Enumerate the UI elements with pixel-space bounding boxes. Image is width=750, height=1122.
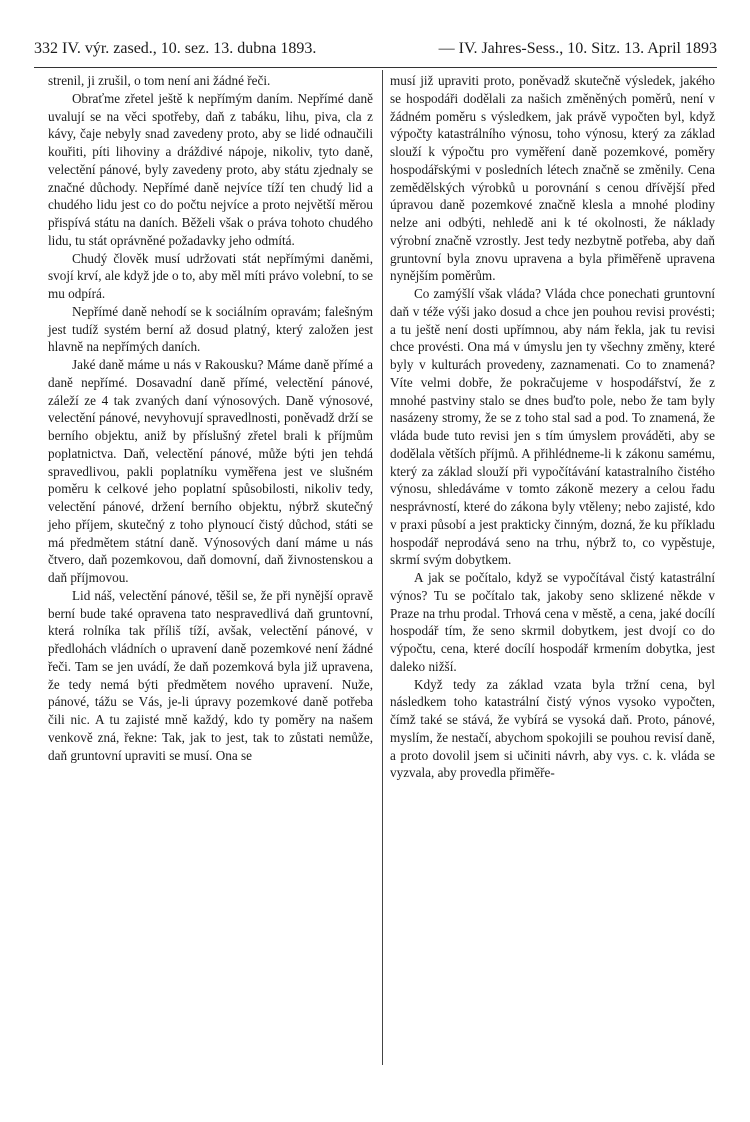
paragraph: Obraťme zřetel ještě k nepřímým daním. Nepřímé daně uvalují se na věci spotřeby, daň z tabáku, lihu, piva, cla z kávy, čaje nebyly snad zavedeny proto, aby se lidé odnaučili kouřiti, píti lihoviny a dráždivé nápoje, nikoliv, tyto daně, velectění pánové, byly zavedeny proto, aby státu zjednaly se značné důchody. Nepřímé daně nejvíce tíží ten chudý lid a chudého lidu jest co do počtu nejvíce a proto největší měrou přispívá státu na daních. Běželi však o práva tohoto chudého lidu, tu stát oprávněné požadavky jeho odmítá.: [48, 90, 373, 248]
paragraph: Chudý člověk musí udržovati stát nepřímými daněmi, svojí krví, ale když jde o to, aby měl míti právo volební, to se mu odpírá.: [48, 250, 373, 301]
paragraph: Když tedy za základ vzata byla tržní cena, byl následkem toho katastrální čistý výnos vysoko vypočten, čímž také se stává, že vybírá se vysoká daň. Proto, pánové, myslím, že nestačí, abychom spokojili se pouhou revisí daně, a proto dovolil jsem si učiniti návrh, aby vys. c. k. vláda se vyzvala, aby provedla přiměře-: [390, 676, 715, 781]
paragraph: Nepřímé daně nehodí se k sociálním opravám; falešným jest tudíž systém berní až dosud platný, který založen jest hlavně na nepřímých daních.: [48, 303, 373, 355]
paragraph: strenil, ji zrušil, o tom není ani žádné řeči.: [48, 73, 271, 88]
paragraph: Co zamýšlí však vláda? Vláda chce ponechati gruntovní daň v téže výši jako dosud a chce jen pouhou revisi provésti; a tu ještě není dosti upřímnou, aby nám řekla, jak tu revisi chce provésti. Ona má v úmyslu jen ty všechny změny, které byly v kulturách provedeny, zaznamenati. Co to znamená? Víte velmi dobře, že pokračujeme v hospodářství, že z mnohé pastviny stalo se dnes buďto pole, nebo že tam byly nasázeny stromy, že se z toho stal sad a pod. To znamená, že vláda bude tuto revisi jen s tím úmyslem prováděti, aby se dodělala větších příjmů. A přihlédneme-li k zákonu samému, který za základ slouží při vypočítávání katastralního čistého výnosu, shledáváme v tomto zákoně mezery a celou řadu nesprávností, které do zákona byly vtěleny; nebo zajisté, kdo v praxi působí a jest prakticky činným, dozná, že ku příkladu hospodář neprodává seno na trhu, nýbrž to, co vypěstuje, skrmí svým dobytkem.: [390, 286, 715, 568]
paragraph: A jak se počítalo, když se vypočítával čistý katastrální výnos? Tu se počítalo tak, jakoby seno sklizené někde v Praze na trhu prodal. Trhová cena v městě, a cena, jaké docílí hospodář tím, že seno skrmil dobytkem, jest dvojí co do výpočtu, cena, které docílí hospodář krmením dobytka, jest daleko nižší.: [390, 570, 715, 674]
column-divider: [382, 70, 383, 1065]
header-left-czech: 332 IV. výr. zased., 10. sez. 13. dubna 1893.: [34, 40, 317, 57]
page-header: [34, 34, 717, 64]
header-right-german: — IV. Jahres-Sess., 10. Sitz. 13. April 1893: [438, 40, 717, 57]
paragraph: musí již upraviti proto, poněvadž skutečně výsledek, jakého se hospodáři dodělali za našich změněných poměrů, není v žádném poměru s výsledkem, jak právě vypočten byl, když výpočty katastrálního výnosu, toho výnosu, který za základ slouží k výpočtu pro vyměření daně pozemkové, poměry hospodářskými v posledních létech značně se změnily. Cena zemědělských výrobků u porovnání s cenou dřívější před úpravou daně pozemkové značně klesla a mnohé plodiny nelze ani odbýti, nehledě ani k té okolnosti, že náklady výrobní značně vzrostly. Jest tedy nezbytně potřeba, aby daň gruntovní byla znovu upravena a byla přiměřeně upravena nynějším poměrům.: [390, 73, 715, 284]
paragraph: Jaké daně máme u nás v Rakousku? Máme daně přímé a daně nepřímé. Dosavadní daně přímé, velectění pánové, záleží ze 4 tak zvaných daní výnosových. Daně výnosové, velectění pánové, nevyhovují spravedlnosti, poněvadž drží se berního objektu, aniž by příslušný zřetel brali k příjmům poplatnictva. Daň, velectění pánové, může býti jen tehdá spravedlivou, pakli poplatníku vyměřena jest ve slušném poměru k celkové jeho poplatní spůsobilosti, nikoliv tedy, velectění pánové, držení berního objektu, nýbrž skutečný jeho příjem, skutečný z toho plynoucí čistý důchod, státi se má předmětem státní daně. Výnosových daní máme u nás čtvero, daň pozemkovou, daň domovní, daň živnostenskou a daň příjmovou.: [48, 357, 373, 585]
left-column: [48, 72, 373, 764]
right-column: [390, 72, 715, 782]
header-rule: [34, 67, 717, 68]
paragraph: Lid náš, velectění pánové, těšil se, že při nynější opravě berní bude také opravena tato nespravedlivá daň gruntovní, která rolníka tak příliš tíží, avšak, velectění pánové, v předlohách vládních o upravení daně pozemkové není žádné řeči. Tam se jen uvádí, že daň pozemková byla již upravena, že tedy nemá býti předmětem nového upravení. Nuže, pánové, tážu se Vás, je-li úpravy pozemkové daně potřeba čili nic. A tu zajisté mně každý, kdo ty poměry na našem venkově zná, řekne: Tak, jak to jest, tak to zůstati nemůže, daň gruntovní upraviti se musí. Ona se: [48, 587, 373, 763]
